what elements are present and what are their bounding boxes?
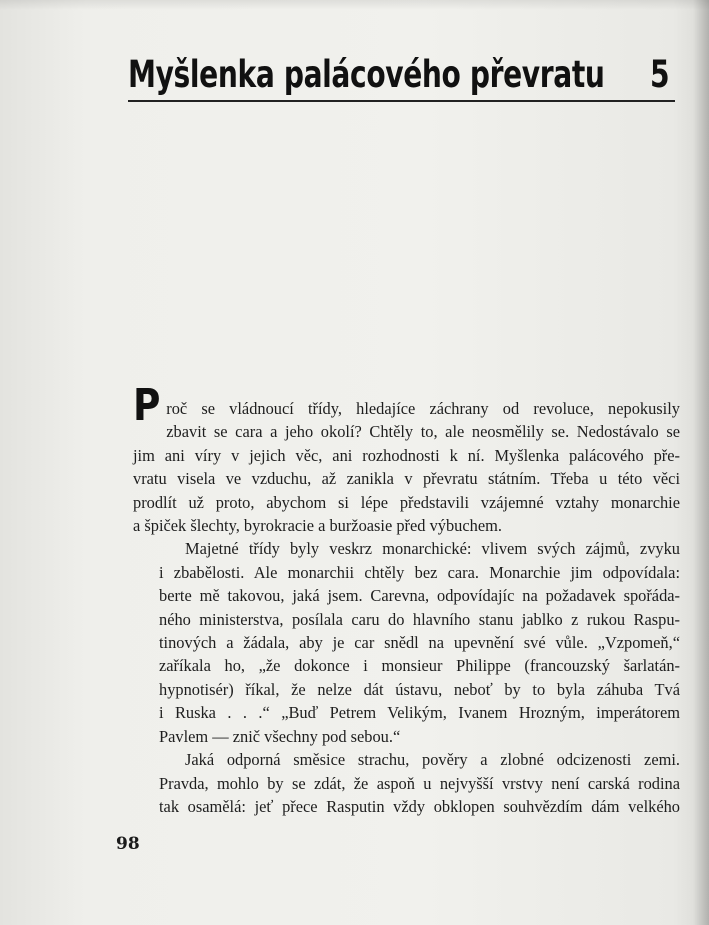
text-line: zbavit se cara a jeho okolí? Chtěly to, ale neosmělily se. Nedostávalo se xyxy=(166,422,680,442)
text-line: tak osamělá: jeť přece Rasputin vždy obklopen souhvězdím dám velkého xyxy=(159,796,680,816)
page-top-shadow xyxy=(0,0,709,10)
chapter-title: Myšlenka palácového převratu xyxy=(128,53,605,96)
text-line: Pavlem — znič všechny pod sebou.“ xyxy=(159,726,401,746)
body-text xyxy=(133,380,680,818)
text-line: tinových a žádala, aby je car snědl na upevnění své vůle. „Vzpomeň,“ xyxy=(159,633,680,653)
chapter-number: 5 xyxy=(650,53,670,96)
text-line: i Ruska . . .“ „Buď Petrem Velikým, Ivanem Hrozným, imperátorem xyxy=(159,703,680,723)
text-line: berte mě takovou, jaká jsem. Carevna, odpovídajíc na požadavek spořáda- xyxy=(159,586,680,606)
text-line: zaříkala ho, „že dokonce i monsieur Philippe (francouzský šarlatán- xyxy=(159,656,680,676)
text-line: Pravda, mohlo by se zdát, že aspoň u nejvyšší vrstvy není carská rodina xyxy=(159,773,680,793)
text-line: hypnotisér) říkal, že nelze dát ústavu, neboť by to byla záhuba Tvá xyxy=(159,679,680,699)
drop-cap: P xyxy=(133,380,161,431)
text-line: vratu visela ve vzduchu, až zanikla v převratu státním. Třeba u této věci xyxy=(133,469,680,489)
text-line: prodlít už proto, abychom si lépe představili vzájemné vztahy monarchie xyxy=(133,492,680,512)
text-line: jim ani víry v jejich věc, ani rozhodnosti k ní. Myšlenka palácového pře- xyxy=(133,445,680,465)
paragraph-3 xyxy=(133,748,680,818)
text-line: Jaká odporná směsice strachu, pověry a zlobné odcizenosti zemi. xyxy=(185,750,680,770)
page-spine-shadow xyxy=(693,0,709,925)
title-underline xyxy=(128,100,675,102)
text-line: i zbabělosti. Ale monarchii chtěly bez cara. Monarchie jim odpovídala: xyxy=(159,562,680,582)
page-number: 98 xyxy=(116,834,140,854)
text-line: Majetné třídy byly veskrz monarchické: vlivem svých zájmů, zvyku xyxy=(185,539,680,559)
paragraph-1 xyxy=(133,380,680,537)
text-line: ného ministerstva, posílala caru do hlavního stanu jablko z rukou Raspu- xyxy=(159,609,680,629)
text-line: roč se vládnoucí třídy, hledajíce záchrany od revoluce, nepokusily xyxy=(166,399,680,418)
paragraph-2 xyxy=(133,537,680,748)
text-line: a špiček šlechty, byrokracie a buržoasie před výbuchem. xyxy=(133,516,502,536)
